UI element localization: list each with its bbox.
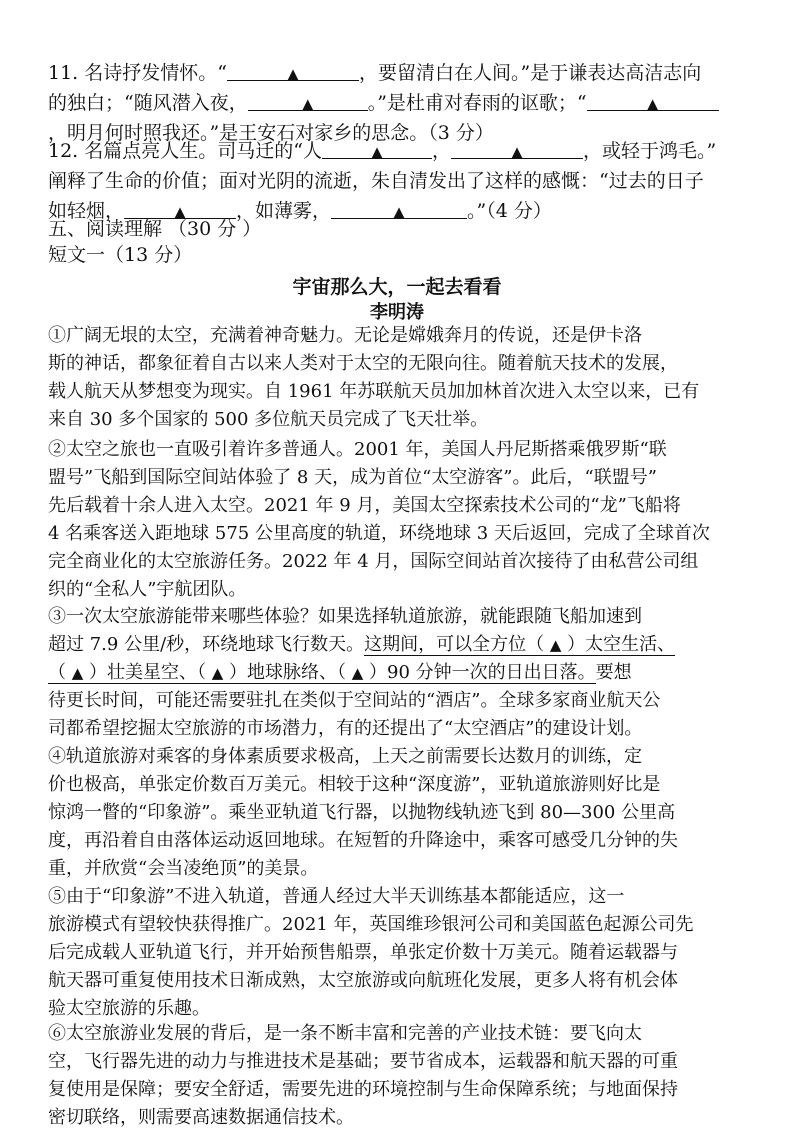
section-five-heading: 五、阅读理解 （30 分 ） <box>48 218 262 240</box>
triangle-marker-icon[interactable]: ▲ <box>549 636 562 654</box>
paragraph-4: ④轨道旅游对乘客的身体素质要求极高，上天之前需要长达数月的训练，定 价也极高，单张定价数百万美元。相较于这种“深度游”，亚轨道旅游则好比是 惊鸿一瞥的“印象游”。乘坐亚轨道飞行器，以抛物线轨迹飞到 80—300 公里高 度，再沿着自由落体运动返回地球。在短暂的升降途中，乘客可感受几分钟的失 重，并欣赏“会当凌绝顶”的美景。 <box>48 746 678 879</box>
answer-blank[interactable] <box>587 88 719 111</box>
question-12 <box>48 136 748 226</box>
paragraph-2: ②太空之旅也一直吸引着许多普通人。2001 年，美国人丹尼斯搭乘俄罗斯“联 盟号”飞船到国际空间站体验了 8 天，成为首位“太空游客”。此后，“联盟号” 先后载着十余人进入太空。2021 年 9 月，美国太空探索技术公司的“龙”飞船将 4 名乘客送入距地球 575 公里高度的轨道，环绕地球 3 天后返回，完成了全球首次 完全商业化的太空旅游任务。2022 年 4 月，国际空间站首次接待了由私营公司组 织的“全私人”宇航团队。 <box>48 439 710 600</box>
triangle-marker-icon: ▲ <box>287 65 299 83</box>
answer-blank[interactable] <box>322 136 432 159</box>
passage-one-heading: 短文一（13 分） <box>48 244 193 266</box>
q12-line-3: 如轻烟， ▲ ，如薄雾， ▲ 。”（4 分） <box>48 196 748 226</box>
triangle-marker-icon[interactable]: ▲ <box>211 664 224 682</box>
article-author: 李明涛 <box>370 302 424 323</box>
triangle-marker-icon: ▲ <box>301 95 314 113</box>
triangle-marker-icon: ▲ <box>511 143 523 161</box>
triangle-marker-icon[interactable]: ▲ <box>71 664 84 682</box>
q11-line-2: 的独白；“随风潜入夜， ▲ 。”是杜甫对春雨的讴歌；“ ▲ <box>48 88 748 118</box>
triangle-marker-icon[interactable]: ▲ <box>351 664 364 682</box>
paragraph-1: ①广阔无垠的太空，充满着神奇魅力。无论是嫦娥奔月的传说，还是伊卡洛 斯的神话，都象征着自古以来人类对于太空的无限向往。随着航天技术的发展， 载人航天从梦想变为现实。自 1961 年苏联航天员加加林首次进入太空以来，已有 来自 30 多个国家的 500 多位航天员完成了飞天壮举。 <box>48 325 700 430</box>
article-title: 宇宙那么大，一起去看看 <box>292 276 502 298</box>
q12-line-1: 12. 名篇点亮人生。司马迁的“人 ▲ ， ▲ ，或轻于鸿毛。” <box>48 136 748 166</box>
triangle-marker-icon: ▲ <box>174 203 186 221</box>
triangle-marker-icon: ▲ <box>371 143 383 161</box>
answer-blank[interactable] <box>248 88 368 111</box>
q12-line-2: 阐释了生命的价值；面对光阴的流逝，朱自清发出了这样的感慨：“过去的日子 <box>48 170 704 192</box>
paragraph-6: ⑥太空旅游业发展的背后，是一条不断丰富和完善的产业技术链：要飞向太 空，飞行器先进的动力与推进技术是基础；要节省成本，运载器和航天器的可重 复使用是保障；要安全舒适，需要先进的环境控制与生命保障系统；与地面保持 密切联络，则需要高速数据通信技术。 <box>48 1023 678 1128</box>
q11-line-3: ，明月何时照我还。”是王安石对家乡的思念。（3 分） <box>48 122 494 144</box>
underlined-sentence: （ ▲ ）壮美星空、（ ▲ ）地球脉络、（ ▲ ）90 分钟一次的日出日落。 <box>48 662 596 683</box>
triangle-marker-icon: ▲ <box>646 95 659 113</box>
paragraph-5: ⑤由于“印象游”不进入轨道，普通人经过大半天训练基本都能适应，这一 旅游模式有望较快获得推广。2021 年，英国维珍银河公司和美国蓝色起源公司先 后完成载人亚轨道飞行，并开始预售船票，单张定价数十万美元。随着运载器与 航天器可重复使用技术日渐成熟，太空旅游或向航班化发展，更多人将有机会体 验太空旅游的乐趣。 <box>48 886 694 1019</box>
question-11 <box>48 58 748 148</box>
triangle-marker-icon: ▲ <box>393 203 405 221</box>
answer-blank[interactable] <box>331 196 467 219</box>
paragraph-3: ③一次太空旅游能带来哪些体验？如果选择轨道旅游，就能跟随飞船加速到 超过 7.9 公里/秒，环绕地球飞行数天。这期间，可以全方位（ ▲ ）太空生活、 （ ▲ ）壮美星空、（ ▲ ）地球脉络、（ ▲ ）90 分钟一次的日出日落。要想 待更长时间，可能还需要驻扎在类似于空间站的“酒店”。全球多家商业航天公 司都希望挖掘太空旅游的市场潜力，有的还提出了“太空酒店”的建设计划。 <box>48 606 676 739</box>
underlined-sentence: 这期间，可以全方位（ ▲ ）太空生活、 <box>364 634 676 655</box>
answer-blank[interactable] <box>451 136 583 159</box>
answer-blank[interactable] <box>227 58 359 81</box>
q11-line-1: 11. 名诗抒发情怀。“ ▲ ，要留清白在人间。”是于谦表达高洁志向 <box>48 58 748 88</box>
